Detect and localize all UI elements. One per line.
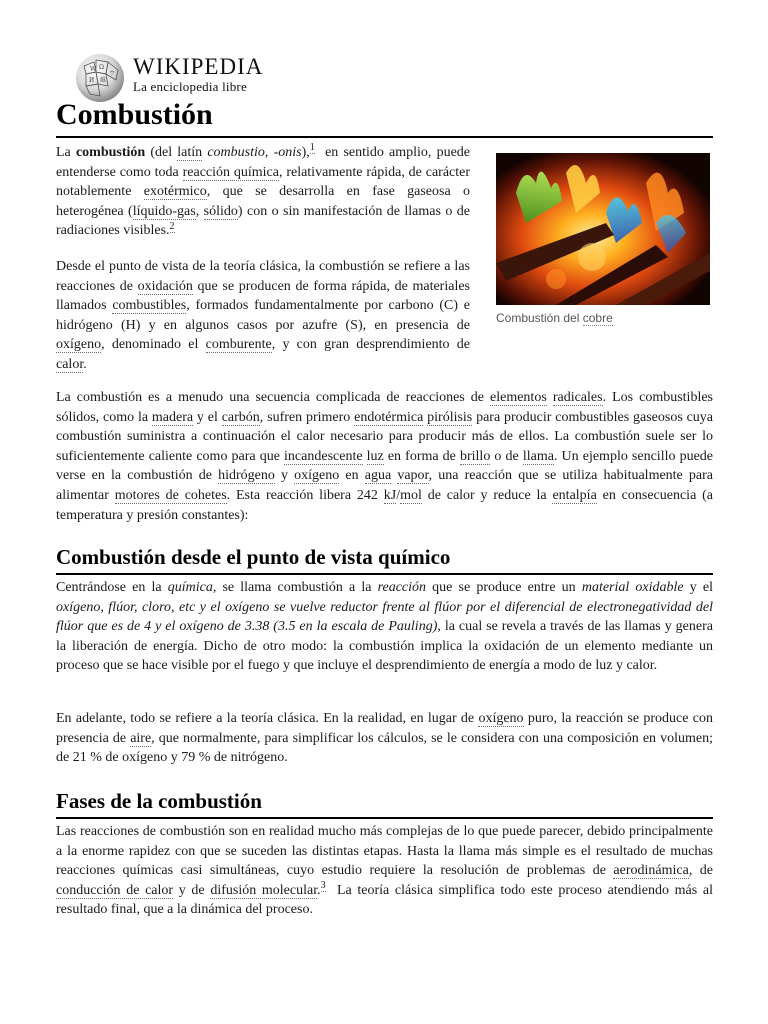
link-motores-de-cohetes[interactable]: motores de cohetes xyxy=(114,487,227,503)
link-luz[interactable]: luz xyxy=(366,448,384,464)
section2-paragraph-1: Las reacciones de combustión son en realidad mucho más complejas de lo que puede parecer, debido principalmente a la enorme rapidez con que se suceden las distintas etapas. Hasta la llama más simple es el resultado de muchas reacciones químicas casi simultáneas, cuyo estudio requiere la resolución de problemas de aerodinámica, de conducción de calor y de difusión molecular.$^3$ La teoría clásica simplifica todo este proceso atendiendo más al resultado final, que a la dinámica del proceso. xyxy=(56,824,714,918)
link-difusion-molecular[interactable]: difusión molecular xyxy=(210,882,318,898)
wordmark-tagline: La enciclopedia libre xyxy=(133,79,247,94)
wordmark-title: WIKIPEDIA xyxy=(133,54,264,79)
link-liquido-gas[interactable]: líquido-gas xyxy=(132,203,196,219)
link-vapor[interactable]: vapor xyxy=(397,468,429,484)
link-hidrogeno[interactable]: hidrógeno xyxy=(218,468,275,484)
link-aire[interactable]: aire xyxy=(130,730,152,746)
ref-3[interactable]: 3 xyxy=(320,880,326,892)
intro-paragraph-2: Desde el punto de vista de la teoría clásica, la combustión se refiere a las reacciones de oxidación que se producen de forma rápida, de materiales llamados combustibles, formados fundamentalmente por carbono (C) e hidrógeno (H) y en algunos casos por azufre (S), en presencia de oxígeno, denominado el comburente, y con gran desprendimiento de calor. xyxy=(56,259,471,372)
link-carbon[interactable]: carbón xyxy=(221,409,260,425)
link-brillo[interactable]: brillo xyxy=(459,448,491,464)
link-pirolisis[interactable]: pirólisis xyxy=(427,409,473,425)
svg-text:W: W xyxy=(90,66,97,73)
intro-paragraph-1: La combustión (del latín combustio, -onis),$^1$ en sentido amplio, puede entenderse como toda reacción química, relativamente rápida, de carácter notablemente exotérmico, que se desarrolla en fase gaseosa o heterogénea (líquido-gas, sólido) con o sin manifestación de llamas o de radiaciones visibles.$^2$ xyxy=(56,142,471,239)
link-incandescente[interactable]: incandescente xyxy=(284,448,363,464)
svg-text:И: И xyxy=(89,77,95,84)
link-mol[interactable]: mol xyxy=(400,487,422,503)
title-rule xyxy=(56,136,713,138)
link-oxidacion[interactable]: oxidación xyxy=(137,278,193,294)
section-rule-2 xyxy=(56,817,713,819)
link-aerodinamica[interactable]: aerodinámica xyxy=(613,863,689,879)
ref-1[interactable]: 1 xyxy=(309,142,315,154)
link-comburente[interactable]: comburente xyxy=(205,337,272,353)
figure-caption xyxy=(496,310,710,326)
link-oxigeno-2[interactable]: oxígeno xyxy=(294,468,340,484)
link-reaccion-quimica[interactable]: reacción química xyxy=(182,164,279,180)
intro-paragraph-3: La combustión es a menudo una secuencia complicada de reacciones de elementos radicales. Los combustibles sólidos, como la madera y el carbón, sufren primero endotérmica pirólisis para producir combustibles gaseosos cuya combustión suministra a continuación el calor necesario para producir más de ellos. La combustión suele ser lo suficientemente caliente como para que incandescente luz en forma de brillo o de llama. Un ejemplo sencillo puede verse en la combustión de hidrógeno y oxígeno en agua vapor, una reacción que se utiliza habitualmente para alimentar motores de cohetes. Esta reacción libera 242 kJ/mol de calor y reduce la entalpía en consecuencia (a temperatura y presión constantes): xyxy=(56,390,714,523)
svg-text:ウ: ウ xyxy=(109,70,116,77)
section1-paragraph-1: Centrándose en la química, se llama combustión a la reacción que se produce entre un material oxidable y el oxígeno, flúor, cloro, etc y el oxígeno se vuelve reductor frente al flúor por el diferencial de electronegatividad del flúor que es de 4 y el oxígeno de 3.38 (3.5 en la escala de Pauling), la cual se revela a través de las llamas y genera la liberación de energía. Dicho de otro modo: la combustión implica la oxidación de un elemento mediante un proceso que se hace visible por el fuego y que incluye el desprendimiento de energía a modo de luz y calor. xyxy=(56,580,714,674)
link-calor[interactable]: calor xyxy=(56,356,84,372)
section-heading-quimico: Combustión desde el punto de vista químico xyxy=(56,545,451,569)
article-figure xyxy=(496,153,710,326)
link-combustibles[interactable]: combustibles xyxy=(112,298,187,314)
link-endotermica[interactable]: endotérmica xyxy=(354,409,424,425)
ref-2[interactable]: 2 xyxy=(169,220,175,232)
page-title: Combustión xyxy=(56,98,213,131)
section-heading-fases: Fases de la combustión xyxy=(56,789,262,813)
link-exotermico[interactable]: exotérmico xyxy=(143,184,207,200)
link-solido[interactable]: sólido xyxy=(203,203,238,219)
link-entalpia[interactable]: entalpía xyxy=(552,487,597,503)
fire-image[interactable] xyxy=(496,153,710,305)
caption-text: Combustión del xyxy=(496,311,583,325)
section1-paragraph-2: En adelante, todo se refiere a la teoría clásica. En la realidad, en lugar de oxígeno puro, la reacción se produce con presencia de aire, que normalmente, para simplificar los cálculos, se le considera con una composición en volumen; de 21 % de oxígeno y 79 % de nitrógeno. xyxy=(56,711,713,766)
section-rule-1 xyxy=(56,573,713,575)
link-agua[interactable]: agua xyxy=(364,468,392,484)
link-radicales[interactable]: radicales xyxy=(552,390,603,405)
svg-text:維: 維 xyxy=(100,77,107,84)
link-kj[interactable]: kJ xyxy=(383,487,397,503)
link-conduccion-de-calor[interactable]: conducción de calor xyxy=(56,882,174,898)
svg-text:Ω: Ω xyxy=(99,64,104,71)
link-madera[interactable]: madera xyxy=(151,409,194,425)
link-cobre[interactable]: cobre xyxy=(582,311,613,325)
link-llama[interactable]: llama xyxy=(522,448,554,464)
link-elementos[interactable]: elementos xyxy=(490,390,547,405)
link-oxigeno-3[interactable]: oxígeno xyxy=(478,711,524,726)
link-oxigeno[interactable]: oxígeno xyxy=(56,337,102,353)
wikipedia-wordmark[interactable] xyxy=(133,54,263,94)
link-latin[interactable]: latín xyxy=(177,145,203,160)
